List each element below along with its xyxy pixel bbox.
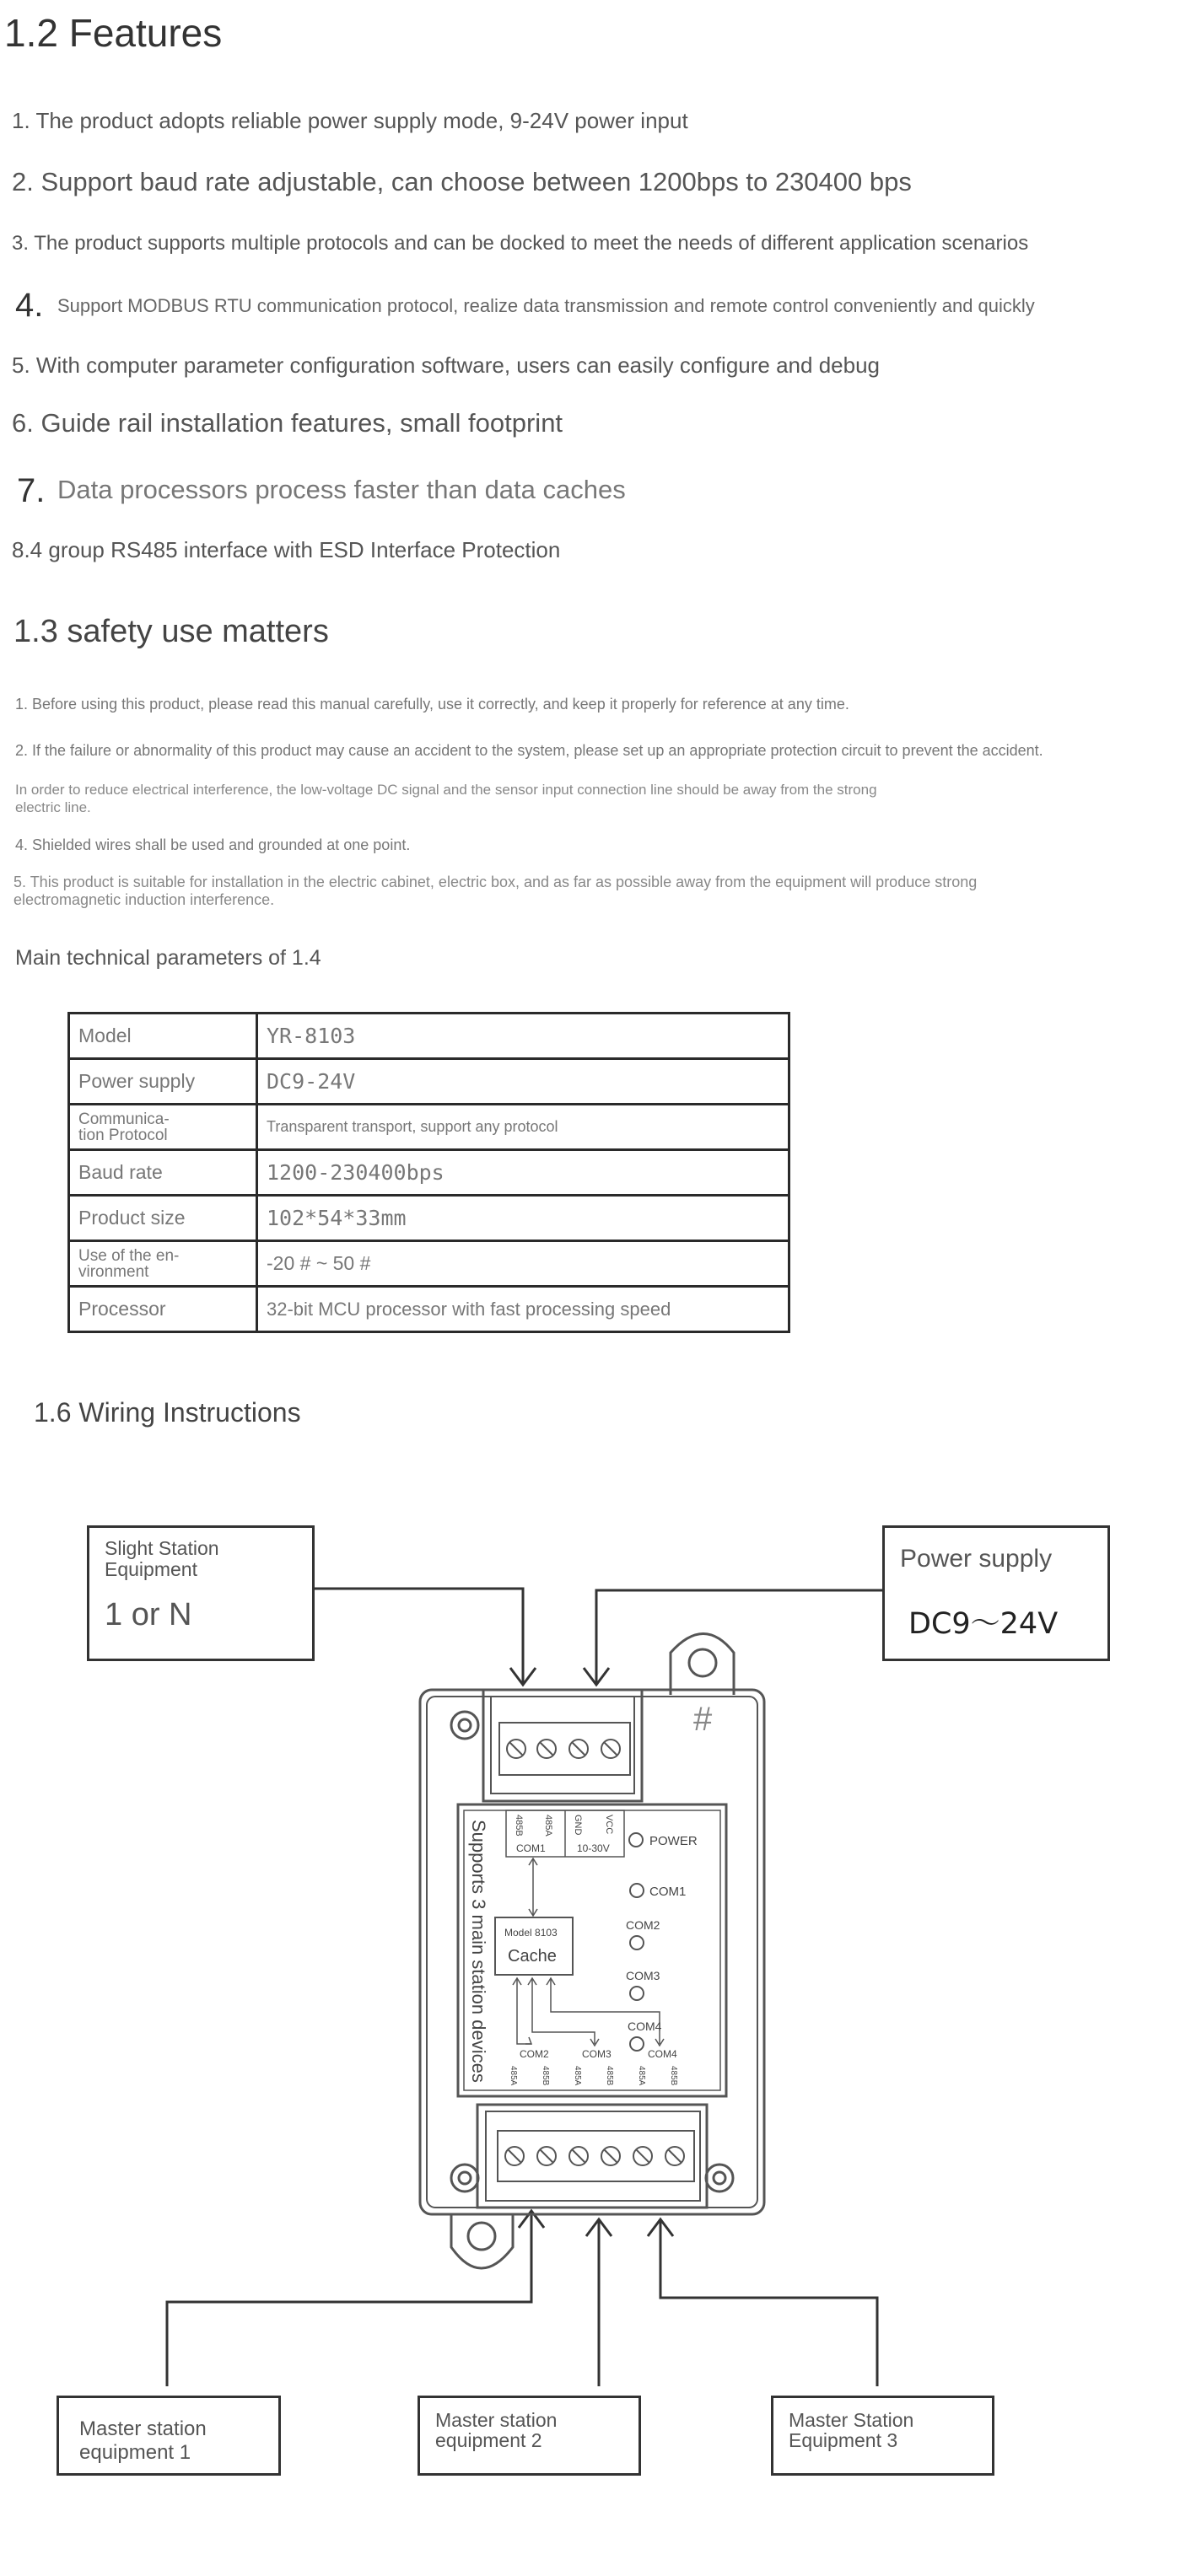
led-label: COM4	[628, 2019, 662, 2033]
params-title: Main technical parameters of 1.4	[15, 946, 321, 970]
slave-box-line1: Slight Station	[105, 1537, 219, 1559]
feature-5: 5. With computer parameter configuration software, users can easily configure and debug	[12, 352, 880, 378]
pin-label: 485A	[543, 1815, 553, 1837]
master-box-line1: Master station equipment 1	[79, 2417, 207, 2464]
device-side-text: Supports 3 main station devices	[468, 1820, 489, 2083]
feature-4: Support MODBUS RTU communication protocol, realize data transmission and remote control conveniently and quickly	[57, 295, 1035, 316]
safety-item-2: 2. If the failure or abnormality of this product may cause an accident to the system, please set up an appropriate protection circuit to prevent the accident.	[15, 742, 1043, 759]
feature-8: 8.4 group RS485 interface with ESD Interface Protection	[12, 537, 561, 562]
feature-6: 6. Guide rail installation features, small footprint	[12, 408, 563, 438]
pin-label: 485B	[514, 1815, 524, 1837]
param-value: DC9-24V	[257, 1059, 789, 1105]
cache-model: Model 8103	[504, 1927, 558, 1939]
feature-3: 3. The product supports multiple protocols and can be docked to meet the needs of different application scenarios	[12, 232, 1029, 255]
master1-wire	[167, 2211, 531, 2386]
param-label: Baud rate	[69, 1150, 257, 1196]
pin-label: 485A	[509, 2066, 518, 2086]
pin-label: 485B	[669, 2066, 678, 2086]
master-box-line2: equipment 2	[435, 2429, 542, 2451]
feature-7: Data processors process faster than data caches	[57, 475, 626, 504]
param-label: Processor	[69, 1287, 257, 1332]
param-value: 102*54*33mm	[257, 1196, 789, 1241]
feature-7-number: 7.	[17, 472, 46, 509]
master-box-line1: Master Station	[789, 2409, 914, 2431]
param-value: 32-bit MCU processor with fast processing speed	[257, 1287, 789, 1332]
feature-2: 2. Support baud rate adjustable, can choose between 1200bps to 230400 bps	[12, 167, 912, 196]
slave-box-count: 1 or N	[105, 1597, 192, 1632]
slave-station-box	[87, 1525, 315, 1661]
slave-wire	[312, 1589, 523, 1685]
feature-1: 1. The product adopts reliable power supply mode, 9-24V power input	[12, 108, 688, 133]
cache-label: Cache	[508, 1947, 557, 1966]
safety-item-4: 4. Shielded wires shall be used and grounded at one point.	[15, 836, 411, 853]
pin-label: 485A	[573, 2066, 582, 2086]
master3-wire	[660, 2219, 877, 2386]
pin-label: 485B	[541, 2066, 550, 2086]
led-label: POWER	[649, 1834, 698, 1848]
master-station-box-1	[57, 2396, 281, 2476]
led-label: COM3	[626, 1969, 660, 1982]
features-title: 1.2 Features	[4, 11, 223, 55]
hash-mark: #	[693, 1701, 713, 1738]
param-value: YR-8103	[257, 1014, 789, 1059]
pin-label: VCC	[604, 1815, 614, 1835]
voltage-range: 10-30V	[577, 1842, 610, 1854]
power-supply-box	[882, 1525, 1110, 1661]
safety-item-3: In order to reduce electrical interference, the low-voltage DC signal and the sensor input connection line should be away from the strong electric line.	[15, 782, 877, 815]
param-value: -20 # ~ 50 #	[257, 1241, 789, 1287]
power-wire	[596, 1590, 882, 1685]
slave-box-line2: Equipment	[105, 1558, 197, 1580]
param-label: Use of the en- vironment	[69, 1241, 257, 1287]
master-station-box-3	[771, 2396, 994, 2476]
param-value: Transparent transport, support any protocol	[257, 1105, 789, 1150]
param-label: Power supply	[69, 1059, 257, 1105]
safety-item-5: 5. This product is suitable for installation in the electric cabinet, electric box, and as far as possible away from the equipment will produce strong electromagnetic induction interference.	[13, 874, 978, 908]
power-box-value: DC9～24V	[908, 1607, 1059, 1641]
param-label: Communica- tion Protocol	[69, 1105, 257, 1150]
safety-item-1: 1. Before using this product, please read this manual carefully, use it correctly, and keep it properly for reference at any time.	[15, 696, 849, 713]
power-box-title: Power supply	[900, 1545, 1053, 1573]
master-station-box-2	[418, 2396, 641, 2476]
bottom-com-label: COM4	[648, 2048, 677, 2060]
wiring-title: 1.6 Wiring Instructions	[34, 1397, 301, 1428]
bottom-com-label: COM3	[582, 2048, 612, 2060]
master-box-line2: Equipment 3	[789, 2429, 898, 2451]
safety-title: 1.3 safety use matters	[13, 614, 329, 649]
param-label: Product size	[69, 1196, 257, 1241]
param-label: Model	[69, 1014, 257, 1059]
pin-label: 485B	[605, 2066, 614, 2086]
bottom-com-label: COM2	[520, 2048, 549, 2060]
pin-label: 485A	[637, 2066, 646, 2086]
com1-pin-label: COM1	[516, 1842, 546, 1854]
led-label: COM1	[649, 1885, 687, 1899]
feature-4-number: 4.	[15, 287, 44, 324]
master-box-line1: Master station	[435, 2409, 558, 2431]
param-value: 1200-230400bps	[257, 1150, 789, 1196]
led-label: COM2	[626, 1918, 660, 1932]
pin-label: GND	[573, 1815, 583, 1836]
